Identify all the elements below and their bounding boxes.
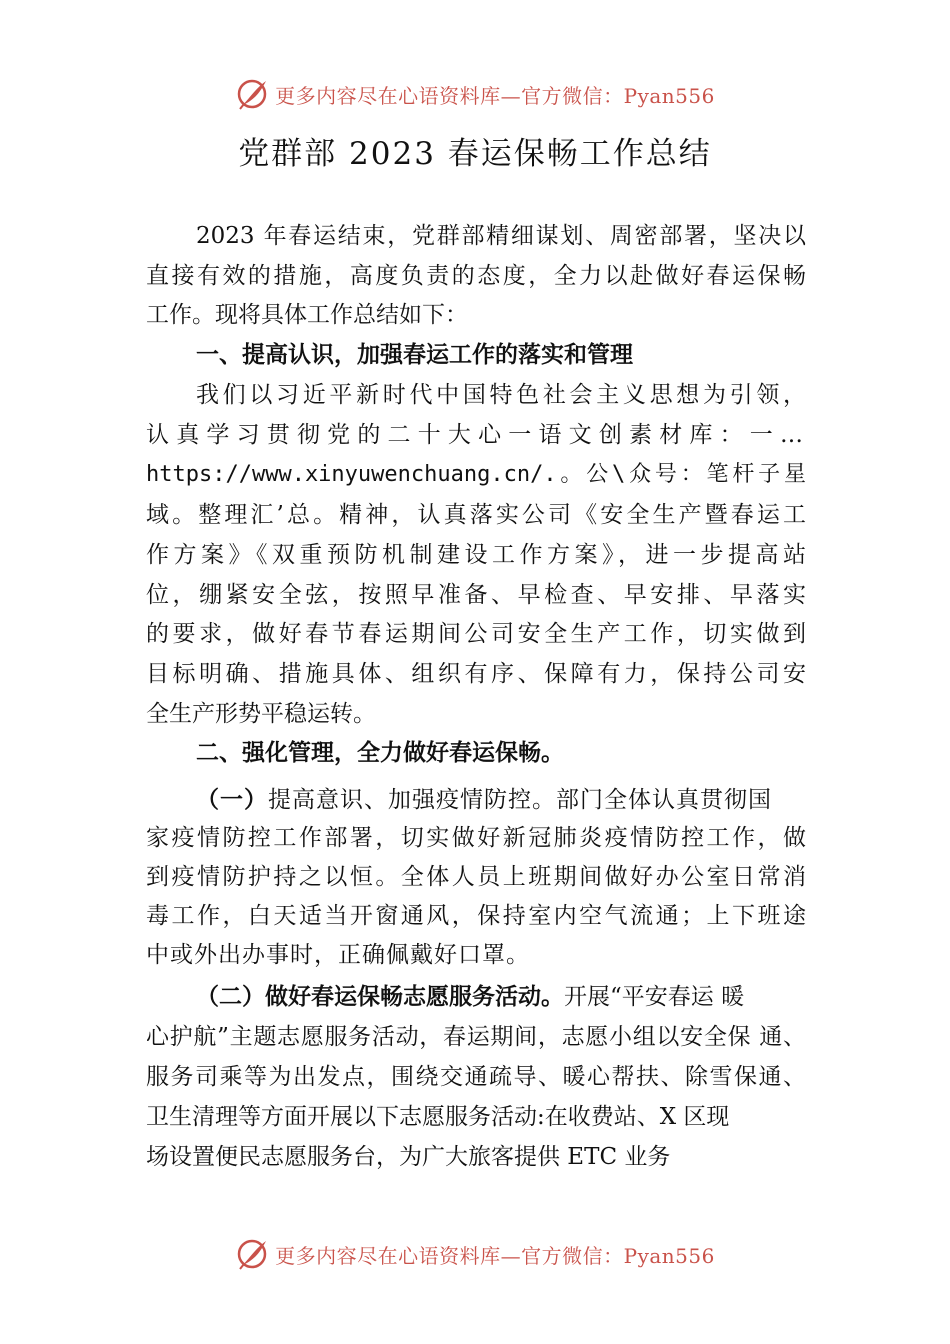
watermark-text: 更多内容尽在心语资料库—官方微信：Pyan556 [275, 83, 715, 108]
quill-logo-icon [235, 77, 269, 111]
subsection-1-label: （一） [196, 786, 268, 813]
subsection-2-line: 场设置便民志愿服务台，为广大旅客提供 ETC 业务 [146, 1144, 671, 1170]
section-1-line: 域。整理汇’总。精神，认真落实公司《安全生产暨春运工 [146, 502, 806, 528]
section-1-line: 全生产形势平稳运转。 [146, 701, 376, 727]
section-1-line: 的要求，做好春节春运期间公司安全生产工作，切实做到 [146, 621, 806, 647]
section-1-line: https://www.xinyuwenchuang.cn/.。公\众号：笔杆子星 [146, 462, 806, 487]
subsection-1-first-line [196, 780, 806, 820]
subsection-2-line: 服务司乘等为出发点，围绕交通疏导、暖心帮扶、除雪保通、 [146, 1064, 806, 1090]
subsection-2-first-line [196, 977, 806, 1017]
subsection-2-label: （二）做好春运保畅志愿服务活动。 [196, 983, 564, 1010]
intro-line: 直接有效的措施，高度负责的态度，全力以赴做好春运保畅 [146, 263, 806, 289]
subsection-1-line: 毒工作，白天适当开窗通风，保持室内空气流通；上下班途 [146, 903, 806, 929]
quill-logo-icon [235, 1237, 269, 1271]
subsection-2-text: 开展“平安春运 暖 [564, 984, 745, 1010]
watermark-text: 更多内容尽在心语资料库—官方微信：Pyan556 [275, 1243, 715, 1268]
watermark-header [0, 72, 950, 116]
section-1-line: 作方案》《双重预防机制建设工作方案》，进一步提高站 [146, 542, 806, 568]
subsection-1-line: 到疫情防护持之以恒。全体人员上班期间做好办公室日常消 [146, 864, 806, 890]
subsection-1-text: 提高意识、加强疫情防控。部门全体认真贯彻国 [268, 787, 772, 813]
intro-line: 2023 年春运结束，党群部精细谋划、周密部署，坚决以 [196, 223, 806, 249]
section-1-line: 位，绷紧安全弦，按照早准备、早检查、早安排、早落实 [146, 582, 806, 608]
section-2-heading: 二、强化管理，全力做好春运保畅。 [196, 739, 564, 766]
section-1-line: 目标明确、措施具体、组织有序、保障有力，保持公司安 [146, 661, 806, 687]
watermark-footer [0, 1232, 950, 1276]
subsection-1-line: 家疫情防控工作部署，切实做好新冠肺炎疫情防控工作，做 [146, 825, 806, 851]
document-title: 党群部 2023 春运保畅工作总结 [238, 136, 712, 172]
subsection-2-line: 心护航”主题志愿服务活动，春运期间，志愿小组以安全保 通、 [146, 1024, 806, 1050]
section-1-line: 我们以习近平新时代中国特色社会主义思想为引领， [196, 382, 806, 408]
intro-line: 工作。现将具体工作总结如下： [146, 302, 468, 328]
subsection-1-line: 中或外出办事时，正确佩戴好口罩。 [146, 942, 530, 968]
section-1-line: 认真学习贯彻党的二十大心一语文创素材库：一… [146, 422, 806, 448]
section-1-heading: 一、提高认识，加强春运工作的落实和管理 [196, 341, 633, 368]
subsection-2-line: 卫生清理等方面开展以下志愿服务活动:在收费站、X 区现 [146, 1104, 730, 1130]
